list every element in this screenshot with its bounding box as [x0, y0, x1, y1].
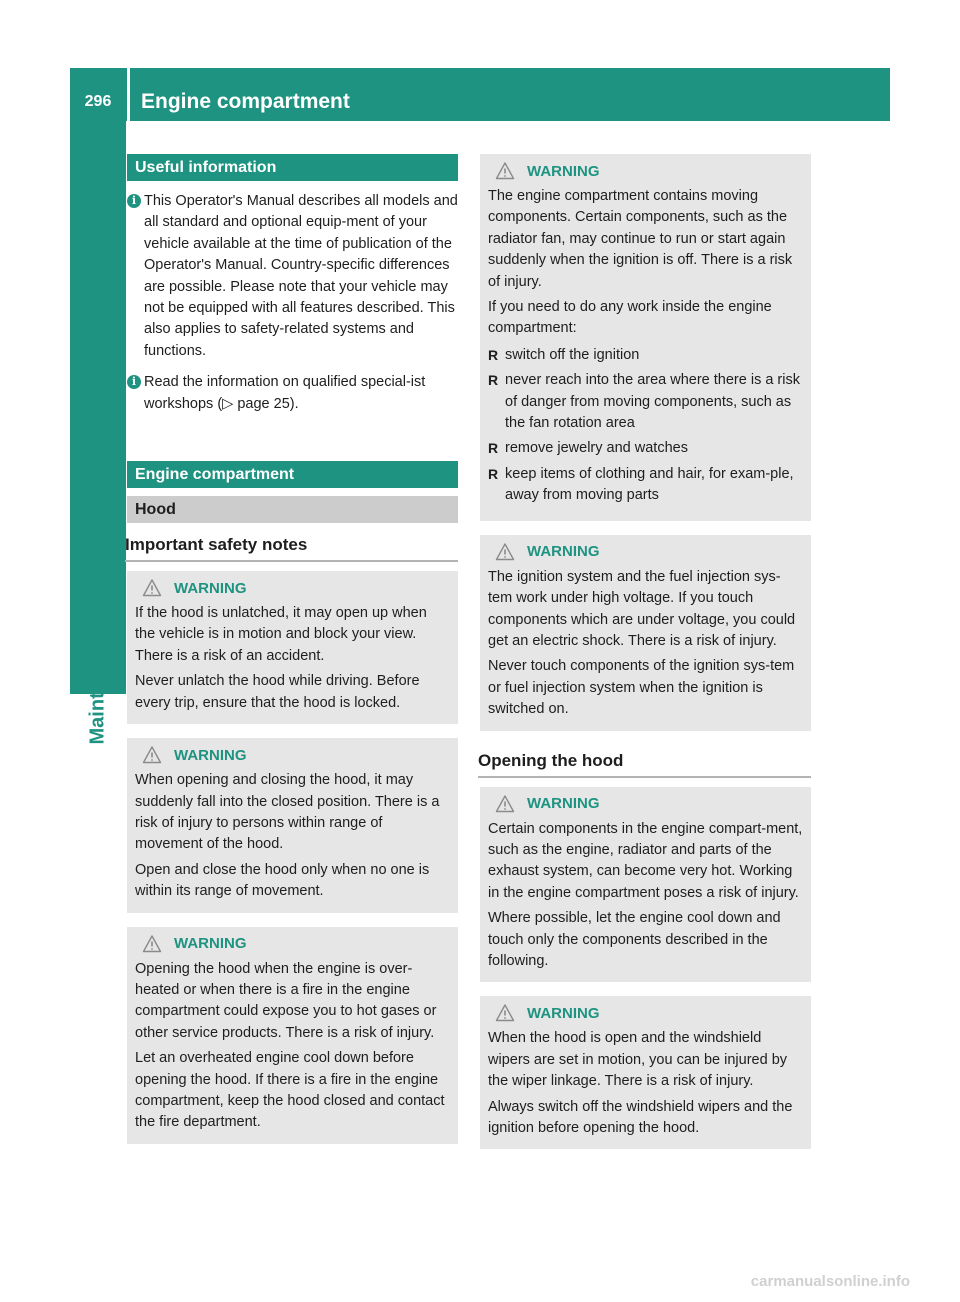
- warning-label: WARNING: [174, 935, 247, 953]
- warning-text: The ignition system and the fuel injection sys-tem work under high voltage. If you touch components which are under voltage, you could get an electric shock. There is a risk of injury.: [488, 568, 796, 649]
- warning-box: [480, 535, 811, 731]
- list-item: R keep items of clothing and hair, for exam-ple, away from moving parts: [488, 465, 794, 504]
- warning-text: Let an overheated engine cool down before opening the hood. If there is a fire in the engine compartment, keep the hood closed and contact the fire department.: [135, 1050, 445, 1131]
- subsection-heading-hood: Hood: [127, 496, 458, 523]
- warning-box: [480, 787, 811, 983]
- bullet-icon: R: [488, 346, 499, 363]
- warning-text: Opening the hood when the engine is over-heated or when there is a fire in the engine compartment could expose you to hot gases or other service products. There is a risk of injury.: [135, 960, 437, 1041]
- right-column: [480, 154, 811, 1149]
- info-icon: i: [127, 375, 141, 389]
- info-text: Read the information on qualified special-ist workshops (▷ page 25).: [144, 374, 426, 412]
- warning-label: WARNING: [527, 1004, 600, 1022]
- warning-triangle-icon: [495, 794, 515, 814]
- warning-triangle-icon: [495, 161, 515, 181]
- warning-box: [480, 996, 811, 1149]
- bullet-list: [488, 345, 803, 507]
- footer-watermark: carmanualsonline.info: [750, 1273, 910, 1290]
- info-text: This Operator's Manual describes all models and all standard and optional equip-ment of your vehicle available at the time of publication of the Operator's Manual. Country-specific differences are possible. Please note that your vehicle may not be equipped with all features described. This also applies to safety-related systems and functions.: [144, 193, 458, 359]
- warning-text: Open and close the hood only when no one is within its range of movement.: [135, 861, 430, 900]
- list-item: R switch off the ignition: [488, 345, 803, 366]
- warning-triangle-icon: [142, 578, 162, 598]
- warning-text: The engine compartment contains moving components. Certain components, such as the radiator fan, may continue to run or start again suddenly when the ignition is off. There is a risk of injury.: [488, 188, 793, 290]
- side-tab-label: Maintenance and care: [86, 535, 109, 745]
- heading-important-safety-notes: Important safety notes: [125, 523, 458, 562]
- bullet-icon: R: [488, 372, 499, 389]
- left-column: [127, 154, 458, 1144]
- warning-label: WARNING: [527, 162, 600, 180]
- warning-text: Where possible, let the engine cool down and touch only the components described in the following.: [488, 910, 781, 969]
- bullet-icon: R: [488, 440, 499, 457]
- warning-box: [127, 927, 458, 1144]
- warning-triangle-icon: [142, 745, 162, 765]
- warning-text: When opening and closing the hood, it may suddenly fall into the closed position. There is a risk of injury to persons within range of movement of the hood.: [135, 772, 440, 853]
- warning-triangle-icon: [495, 542, 515, 562]
- header-divider: [127, 68, 130, 121]
- heading-opening-the-hood: Opening the hood: [478, 739, 811, 778]
- bullet-icon: R: [488, 465, 499, 482]
- info-note: [127, 372, 458, 415]
- warning-text: Always switch off the windshield wipers and the ignition before opening the hood.: [488, 1098, 793, 1136]
- warning-box: [127, 571, 458, 724]
- warning-text: Certain components in the engine compart-ment, such as the engine, radiator and parts of the exhaust system, can become very hot. Working in the engine compartment poses a risk of injury.: [488, 820, 803, 901]
- warning-text: When the hood is open and the windshield wipers are set in motion, you can be injured by the wiper linkage. There is a risk of injury.: [488, 1030, 788, 1090]
- warning-box: [127, 738, 458, 912]
- warning-label: WARNING: [527, 795, 600, 813]
- list-item: R never reach into the area where there is a risk of danger from moving components, such as the fan rotation area: [488, 372, 800, 432]
- info-note: [127, 191, 458, 362]
- warning-label: WARNING: [174, 579, 247, 597]
- warning-triangle-icon: [495, 1003, 515, 1023]
- warning-label: WARNING: [527, 543, 600, 561]
- page-number: 296: [84, 93, 112, 110]
- info-icon: i: [127, 194, 141, 208]
- section-heading-engine-compartment: Engine compartment: [127, 461, 458, 488]
- list-item: R remove jewelry and watches: [488, 438, 803, 459]
- warning-text: If you need to do any work inside the engine compartment:: [488, 299, 772, 337]
- warning-label: WARNING: [174, 746, 247, 764]
- page-header-bar: [70, 68, 890, 121]
- warning-box: [480, 154, 811, 521]
- warning-text: Never unlatch the hood while driving. Before every trip, ensure that the hood is locked.: [135, 673, 420, 711]
- warning-text: Never touch components of the ignition sys-tem or fuel injection system when the ignition is switched on.: [488, 658, 795, 718]
- page-title: Engine compartment: [141, 90, 350, 113]
- warning-triangle-icon: [142, 934, 162, 954]
- warning-text: If the hood is unlatched, it may open up when the vehicle is in motion and block your view. There is a risk of an accident.: [135, 605, 427, 664]
- section-heading-useful-information: Useful information: [127, 154, 458, 181]
